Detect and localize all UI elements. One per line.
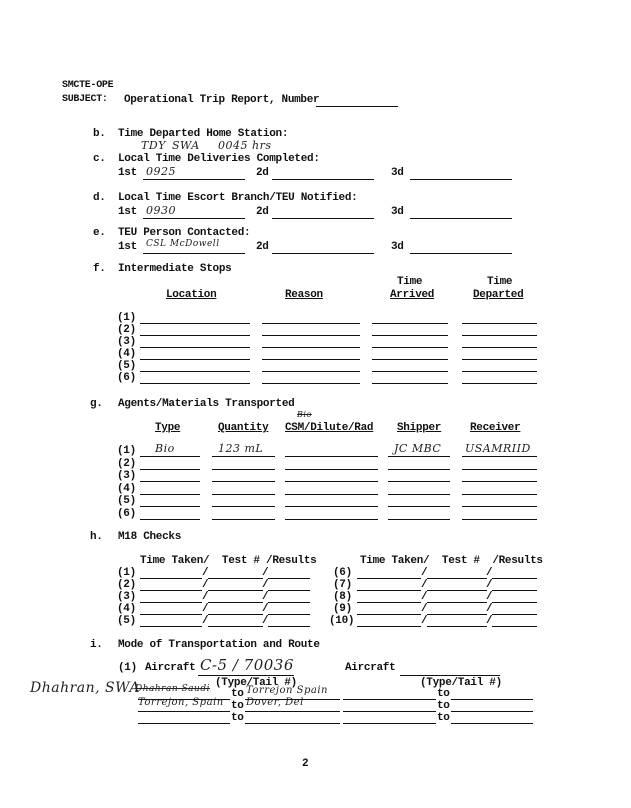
- m18-field-line[interactable]: [140, 602, 202, 603]
- m18-field-line[interactable]: [357, 602, 421, 603]
- third-label: 3d: [391, 241, 404, 253]
- item-e-label: TEU Person Contacted:: [118, 227, 251, 239]
- agent-field-line[interactable]: [285, 506, 378, 507]
- page-number: 2: [302, 758, 309, 770]
- slash: /: [486, 615, 493, 627]
- row-number: (5): [117, 495, 136, 507]
- agent-field-line[interactable]: [140, 519, 200, 520]
- route2-from-line[interactable]: [343, 699, 436, 700]
- route2-to-line[interactable]: [451, 699, 533, 700]
- col-arrived-2: Arrived: [390, 289, 435, 301]
- stop-field-line[interactable]: [262, 371, 360, 372]
- slash: /: [421, 603, 428, 615]
- m18-field-line[interactable]: [492, 626, 537, 627]
- item-letter-e: e.: [93, 227, 106, 239]
- col-receiver: Receiver: [470, 422, 521, 434]
- second-label: 2d: [256, 167, 269, 179]
- stop-field-line[interactable]: [140, 383, 250, 384]
- agent-field-line[interactable]: [285, 494, 378, 495]
- stop-field-line[interactable]: [140, 323, 250, 324]
- first-label: 1st: [118, 241, 137, 253]
- item-g-label: Agents/Materials Transported: [118, 398, 295, 410]
- col-m18-right: Time Taken/ Test # /Results: [360, 555, 543, 567]
- to-label: to: [231, 700, 244, 712]
- agent-field-line[interactable]: [212, 481, 275, 482]
- row-number: (6): [117, 507, 136, 520]
- m18-field-line[interactable]: [268, 626, 310, 627]
- hw-departure-time: 0045 hrs: [218, 139, 272, 152]
- m18-field-line[interactable]: [208, 602, 263, 603]
- stop-field-line[interactable]: [372, 347, 448, 348]
- agent-field-line[interactable]: [140, 456, 200, 457]
- hw-aircraft: C-5 / 70036: [200, 656, 294, 674]
- item-letter-c: c.: [93, 153, 106, 165]
- stop-field-line[interactable]: [462, 323, 537, 324]
- agent-field-line[interactable]: [388, 506, 450, 507]
- row-number: (3): [117, 591, 136, 603]
- agent-field-line[interactable]: [212, 469, 275, 470]
- m18-field-line[interactable]: [268, 590, 310, 591]
- row-number: (1): [117, 567, 136, 579]
- aircraft-num: (1): [118, 662, 137, 674]
- type-tail-label-2: (Type/Tail #): [420, 677, 502, 689]
- col-departed-1: Time: [487, 276, 513, 288]
- m18-field-line[interactable]: [208, 590, 263, 591]
- stop-field-line[interactable]: [372, 323, 448, 324]
- m18-field-line[interactable]: [427, 614, 487, 615]
- slash: /: [262, 615, 269, 627]
- row-number: (1): [117, 312, 136, 324]
- stop-field-line[interactable]: [140, 347, 250, 348]
- stop-field-line[interactable]: [140, 359, 250, 360]
- item-letter-i: i.: [90, 639, 103, 651]
- third-label: 3d: [391, 206, 404, 218]
- stop-field-line[interactable]: [262, 383, 360, 384]
- csm-annotation: Bio: [297, 410, 312, 419]
- hw-first-c: 0925: [146, 165, 176, 178]
- stop-field-line[interactable]: [372, 359, 448, 360]
- m18-field-line[interactable]: [427, 602, 487, 603]
- subject-text: Operational Trip Report, Number: [124, 94, 320, 106]
- slash: /: [486, 567, 493, 579]
- col-type: Type: [155, 422, 181, 434]
- row-number: (4): [117, 603, 136, 615]
- row-number: (4): [117, 482, 136, 495]
- first-line[interactable]: [143, 218, 245, 219]
- agent-field-line[interactable]: [140, 469, 200, 470]
- stop-field-line[interactable]: [262, 359, 360, 360]
- m18-field-line[interactable]: [427, 590, 487, 591]
- stop-field-line[interactable]: [262, 347, 360, 348]
- stop-field-line[interactable]: [462, 347, 537, 348]
- slash: /: [202, 591, 209, 603]
- aircraft-line[interactable]: [198, 675, 294, 676]
- type-tail-label-1: (Type/Tail #): [215, 677, 297, 689]
- agent-field-line[interactable]: [285, 469, 378, 470]
- row-number: (2): [117, 579, 136, 591]
- route2-to-line[interactable]: [451, 711, 533, 712]
- third-line[interactable]: [410, 218, 512, 219]
- row-number: (5): [117, 360, 136, 372]
- route-from-line[interactable]: [138, 723, 230, 724]
- route2-from-line[interactable]: [343, 723, 436, 724]
- subject-label: SUBJECT:: [62, 94, 108, 105]
- hw-route2-from: Torrejon, Spain: [138, 697, 224, 708]
- item-letter-f: f.: [93, 263, 106, 275]
- slash: /: [262, 591, 269, 603]
- route2-to-line[interactable]: [451, 723, 533, 724]
- m18-field-line[interactable]: [357, 578, 421, 579]
- hw-receiver-1: USAMRIID: [465, 442, 531, 455]
- col-arrived-1: Time: [397, 276, 423, 288]
- m18-field-line[interactable]: [268, 614, 310, 615]
- hw-route-margin: Dhahran, SWA: [30, 680, 140, 696]
- item-letter-d: d.: [93, 192, 106, 204]
- slash: /: [262, 579, 269, 591]
- item-letter-b: b.: [93, 128, 106, 140]
- m18-field-line[interactable]: [357, 614, 421, 615]
- agent-field-line[interactable]: [140, 506, 200, 507]
- aircraft-label: Aircraft: [145, 662, 196, 674]
- agent-field-line[interactable]: [462, 519, 537, 520]
- stop-field-line[interactable]: [140, 335, 250, 336]
- slash: /: [262, 603, 269, 615]
- to-label: to: [437, 688, 450, 700]
- first-label: 1st: [118, 206, 137, 218]
- agent-field-line[interactable]: [462, 494, 537, 495]
- second-label: 2d: [256, 241, 269, 253]
- slash: /: [421, 615, 428, 627]
- stop-field-line[interactable]: [462, 335, 537, 336]
- second-line[interactable]: [272, 253, 374, 254]
- stop-field-line[interactable]: [372, 383, 448, 384]
- row-number: (10): [329, 615, 355, 627]
- item-d-label: Local Time Escort Branch/TEU Notified:: [118, 192, 358, 204]
- hw-first-d: 0930: [146, 204, 176, 217]
- m18-field-line[interactable]: [140, 626, 202, 627]
- agent-field-line[interactable]: [212, 519, 275, 520]
- slash: /: [486, 579, 493, 591]
- item-letter-h: h.: [90, 531, 103, 543]
- aircraft2-line[interactable]: [400, 675, 500, 676]
- hw-route2-to: Dover, Del: [246, 697, 304, 708]
- stop-field-line[interactable]: [140, 371, 250, 372]
- stop-field-line[interactable]: [372, 371, 448, 372]
- m18-field-line[interactable]: [427, 578, 487, 579]
- agent-field-line[interactable]: [462, 456, 537, 457]
- m18-field-line[interactable]: [492, 602, 537, 603]
- hw-route1-to: Torrejon Spain: [246, 685, 328, 696]
- slash: /: [486, 603, 493, 615]
- hw-tdy: TDY: [141, 139, 166, 152]
- row-number: (9): [333, 603, 352, 615]
- m18-field-line[interactable]: [492, 578, 537, 579]
- m18-field-line[interactable]: [208, 578, 263, 579]
- hw-first-e: CSL McDowell: [146, 239, 220, 249]
- col-reason: Reason: [285, 289, 323, 301]
- to-label: to: [231, 688, 244, 700]
- item-b-label: Time Departed Home Station:: [118, 128, 289, 140]
- hw-type-1: Bio: [155, 442, 175, 455]
- hw-shipper-1: JC MBC: [394, 442, 442, 455]
- col-location: Location: [166, 289, 217, 301]
- agent-field-line[interactable]: [212, 494, 275, 495]
- slash: /: [202, 567, 209, 579]
- slash: /: [421, 567, 428, 579]
- third-line[interactable]: [410, 253, 512, 254]
- second-line[interactable]: [272, 218, 374, 219]
- agent-field-line[interactable]: [388, 469, 450, 470]
- stop-field-line[interactable]: [462, 383, 537, 384]
- third-line[interactable]: [410, 179, 512, 180]
- item-letter-g: g.: [90, 398, 103, 410]
- route-to-line[interactable]: [245, 699, 340, 700]
- to-label: to: [231, 712, 244, 724]
- m18-field-line[interactable]: [268, 602, 310, 603]
- agent-field-line[interactable]: [388, 494, 450, 495]
- slash: /: [262, 567, 269, 579]
- row-number: (5): [117, 615, 136, 627]
- agent-field-line[interactable]: [212, 506, 275, 507]
- agent-field-line[interactable]: [212, 456, 275, 457]
- row-number: (4): [117, 348, 136, 360]
- to-label: to: [437, 712, 450, 724]
- first-label: 1st: [118, 167, 137, 179]
- col-m18-left: Time Taken/ Test # /Results: [140, 555, 317, 567]
- third-label: 3d: [391, 167, 404, 179]
- stop-field-line[interactable]: [262, 335, 360, 336]
- stop-field-line[interactable]: [262, 323, 360, 324]
- m18-field-line[interactable]: [268, 578, 310, 579]
- route-to-line[interactable]: [245, 711, 340, 712]
- slash: /: [202, 579, 209, 591]
- agent-field-line[interactable]: [285, 481, 378, 482]
- first-line[interactable]: [143, 253, 245, 254]
- agent-field-line[interactable]: [140, 481, 200, 482]
- hw-route1-from-struck: Dhahran Saudi: [135, 684, 210, 694]
- agent-field-line[interactable]: [285, 456, 378, 457]
- agent-field-line[interactable]: [462, 481, 537, 482]
- col-csm: CSM/Dilute/Rad: [285, 422, 374, 434]
- second-label: 2d: [256, 206, 269, 218]
- item-h-label: M18 Checks: [118, 531, 182, 543]
- stop-field-line[interactable]: [372, 335, 448, 336]
- agent-field-line[interactable]: [462, 469, 537, 470]
- report-number-line[interactable]: [316, 106, 398, 107]
- row-number: (6): [333, 567, 352, 579]
- row-number: (6): [117, 372, 136, 384]
- row-number: (2): [117, 457, 136, 470]
- m18-field-line[interactable]: [140, 578, 202, 579]
- m18-field-line[interactable]: [492, 590, 537, 591]
- row-number: (1): [117, 445, 136, 457]
- slash: /: [486, 591, 493, 603]
- office-symbol: SMCTE-OPE: [62, 80, 114, 91]
- agent-field-line[interactable]: [388, 456, 450, 457]
- m18-field-line[interactable]: [208, 626, 263, 627]
- route-from-line[interactable]: [138, 711, 230, 712]
- m18-field-line[interactable]: [140, 614, 202, 615]
- slash: /: [202, 603, 209, 615]
- row-number: (3): [117, 470, 136, 482]
- agent-field-line[interactable]: [462, 506, 537, 507]
- route-from-line[interactable]: [138, 699, 230, 700]
- slash: /: [421, 579, 428, 591]
- col-shipper: Shipper: [397, 422, 442, 434]
- col-departed-2: Departed: [473, 289, 524, 301]
- m18-field-line[interactable]: [357, 590, 421, 591]
- agent-field-line[interactable]: [388, 519, 450, 520]
- m18-field-line[interactable]: [140, 590, 202, 591]
- agent-field-line[interactable]: [285, 519, 378, 520]
- second-line[interactable]: [272, 179, 374, 180]
- agent-field-line[interactable]: [388, 481, 450, 482]
- item-c-label: Local Time Deliveries Completed:: [118, 153, 320, 165]
- aircraft2-label: Aircraft: [345, 662, 396, 674]
- slash: /: [421, 591, 428, 603]
- stop-field-line[interactable]: [462, 371, 537, 372]
- m18-field-line[interactable]: [357, 626, 421, 627]
- row-number: (7): [333, 579, 352, 591]
- col-quantity: Quantity: [218, 422, 269, 434]
- item-f-label: Intermediate Stops: [118, 263, 232, 275]
- row-number: (3): [117, 336, 136, 348]
- stop-field-line[interactable]: [462, 359, 537, 360]
- first-line[interactable]: [143, 179, 245, 180]
- route2-from-line[interactable]: [343, 711, 436, 712]
- item-i-label: Mode of Transportation and Route: [118, 639, 320, 651]
- slash: /: [202, 615, 209, 627]
- m18-field-line[interactable]: [492, 614, 537, 615]
- m18-field-line[interactable]: [208, 614, 263, 615]
- to-label: to: [437, 700, 450, 712]
- row-number: (2): [117, 324, 136, 336]
- m18-field-line[interactable]: [427, 626, 487, 627]
- route-to-line[interactable]: [245, 723, 340, 724]
- agent-field-line[interactable]: [140, 494, 200, 495]
- hw-quantity-1: 123 mL: [218, 442, 264, 455]
- hw-swa: SWA: [172, 139, 200, 152]
- row-number: (8): [333, 591, 352, 603]
